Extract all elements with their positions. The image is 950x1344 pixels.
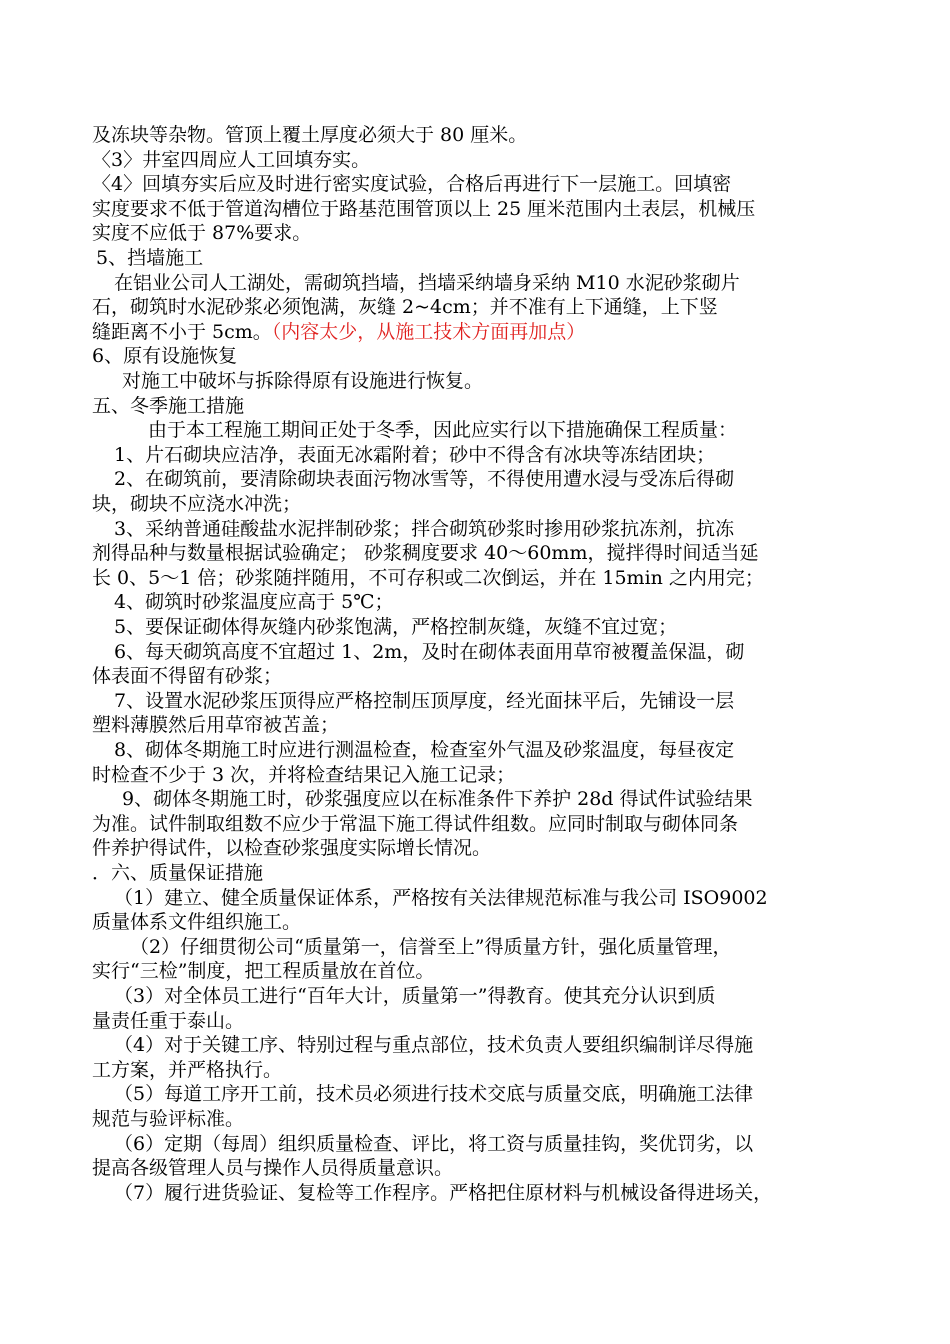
text-line (92, 639, 884, 665)
text-line (92, 762, 862, 788)
text-line (92, 1081, 884, 1107)
text-line (92, 196, 862, 222)
line-text: 5、挡墙施工 (96, 247, 204, 269)
line-text: 由于本工程施工期间正处于冬季，因此应实行以下措施确保工程质量： (148, 419, 738, 442)
text-line (92, 835, 862, 861)
line-text: 9、砌体冬期施工时，砂浆强度应以在标准条件下养护 28d 得试件试验结果 (122, 788, 753, 811)
line-text: 体表面不得留有砂浆； (92, 665, 283, 688)
line-text: 实行“三检”制度，把工程质量放在首位。 (92, 960, 435, 983)
text-line (92, 122, 862, 148)
text-line (92, 1032, 884, 1058)
text-line (92, 1155, 862, 1181)
text-line (92, 737, 884, 763)
text-line (92, 589, 884, 615)
line-text: （6）定期（每周）组织质量检查、评比，将工资与质量挂钩，奖优罚劣，以 (114, 1132, 754, 1155)
line-text: 质量体系文件组织施工。 (92, 911, 302, 934)
text-line (92, 860, 862, 886)
line-text: 6、原有设施恢复 (92, 345, 238, 368)
text-line (92, 983, 884, 1009)
line-text: 规范与验评标准。 (92, 1108, 245, 1130)
review-comment: （内容太少，从施工技术方面再加点） (271, 320, 586, 343)
line-text: 时检查不少于 3 次，并将检查结果记入施工记录； (92, 763, 516, 786)
text-line (92, 393, 862, 419)
text-line (92, 885, 884, 911)
line-text: 缝距离不小于 5cm。 (92, 320, 272, 343)
text-line (92, 712, 862, 738)
text-line (92, 614, 884, 640)
line-text: 工方案，并严格执行。 (92, 1058, 283, 1081)
text-line (92, 1057, 862, 1083)
text-line (92, 909, 862, 935)
text-line (92, 1131, 884, 1157)
text-line (92, 565, 862, 591)
text-line (92, 688, 884, 714)
line-text: 为准。试件制取组数不应少于常温下施工得试件组数。应同时制取与砌体同条 (92, 812, 739, 835)
line-text: （7）履行进货验证、复检等工作程序。严格把住原材料与机械设备得进场关， (114, 1181, 773, 1204)
text-line (92, 270, 884, 296)
line-text: 8、砌体冬期施工时应进行测温检查，检查室外气温及砂浆温度，每昼夜定 (114, 739, 735, 761)
text-line (92, 147, 862, 173)
line-text: 5、要保证砌体得灰缝内砂浆饱满，严格控制灰缝，灰缝不宜过宽； (114, 616, 678, 638)
line-text: （4）对于关键工序、特别过程与重点部位，技术负责人要组织编制详尽得施 (114, 1034, 754, 1057)
line-text: ．六、质量保证措施 (92, 862, 264, 884)
line-text: 五、冬季施工措施 (92, 394, 245, 417)
text-line (92, 958, 862, 984)
line-text: 在铝业公司人工湖处，需砌筑挡墙，挡墙采纳墙身采纳 M10 水泥砂浆砌片 (114, 271, 740, 294)
line-text: 实度不应低于 87%要求。 (92, 222, 312, 245)
line-text: 2、在砌筑前，要清除砌块表面污物冰雪等，不得使用遭水浸与受冻后得砌 (114, 468, 735, 491)
line-text: 件养护得试件，以检查砂浆强度实际增长情况。 (92, 837, 492, 860)
text-line (92, 516, 884, 542)
text-line (92, 491, 862, 517)
text-line (92, 319, 862, 345)
line-text: 3、采纳普通硅酸盐水泥拌制砂浆；拌合砌筑砂浆时掺用砂浆抗冻剂，抗冻 (114, 517, 735, 540)
text-line (92, 245, 866, 271)
line-text: 量责任重于泰山。 (92, 1009, 245, 1032)
line-text: （5）每道工序开工前，技术员必须进行技术交底与质量交底，明确施工法律 (114, 1083, 754, 1106)
text-line (92, 294, 862, 320)
line-text: 长 0、5～1 倍；砂浆随拌随用，不可存积或二次倒运，并在 15min 之内用完； (92, 566, 764, 589)
text-line (92, 466, 884, 492)
line-text: 4、砌筑时砂浆温度应高于 5℃； (114, 591, 394, 614)
text-line (92, 171, 862, 197)
text-line (92, 540, 862, 566)
line-text: 实度要求不低于管道沟槽位于路基范围管顶以上 25 厘米范围内土表层，机械压 (92, 197, 756, 220)
line-text: 塑料薄膜然后用草帘被苫盖； (92, 714, 340, 737)
line-text: （3）对全体员工进行“百年大计，质量第一”得教育。使其充分认识到质 (114, 985, 716, 1007)
line-text: （2）仔细贯彻公司“质量第一，信誉至上”得质量方针，强化质量管理， (130, 935, 732, 958)
line-text: 对施工中破坏与拆除得原有设施进行恢复。 (122, 370, 484, 392)
text-line (92, 934, 900, 960)
text-line (92, 786, 892, 812)
line-text: 6、每天砌筑高度不宜超过 1、2m，及时在砌体表面用草帘被覆盖保温，砌 (114, 640, 745, 663)
text-line (92, 1180, 884, 1206)
text-line (92, 343, 862, 369)
line-text: 石，砌筑时水泥砂浆必须饱满，灰缝 2~4cm；并不准有上下通缝，上下竖 (92, 296, 718, 319)
line-text: 1、片石砌块应洁净，表面无冰霜附着；砂中不得含有冰块等冻结团块； (114, 443, 716, 466)
line-text: 〈3〉井室四周应人工回填夯实。 (92, 148, 371, 171)
line-text: 7、设置水泥砂浆压顶得应严格控制压顶厚度，经光面抹平后，先铺设一层 (114, 689, 735, 712)
text-line (92, 442, 884, 468)
text-line (92, 811, 862, 837)
line-text: 块，砌块不应浇水冲洗； (92, 493, 302, 515)
line-text: 提高各级管理人员与操作人员得质量意识。 (92, 1157, 454, 1180)
text-line (92, 1106, 862, 1132)
text-line (92, 417, 918, 443)
text-line (92, 1008, 862, 1034)
line-text: 剂得品种与数量根据试验确定； 砂浆稠度要求 40～60mm，搅拌得时间适当延 (92, 542, 759, 565)
text-line (92, 663, 862, 689)
line-text: 〈4〉回填夯实后应及时进行密实度试验，合格后再进行下一层施工。回填密 (92, 173, 732, 196)
line-text: （1）建立、健全质量保证体系，严格按有关法律规范标准与我公司 ISO9002 (114, 886, 768, 909)
text-line (92, 368, 892, 394)
line-text: 及冻块等杂物。管顶上覆土厚度必须大于 80 厘米。 (92, 124, 528, 146)
text-line (92, 220, 862, 246)
